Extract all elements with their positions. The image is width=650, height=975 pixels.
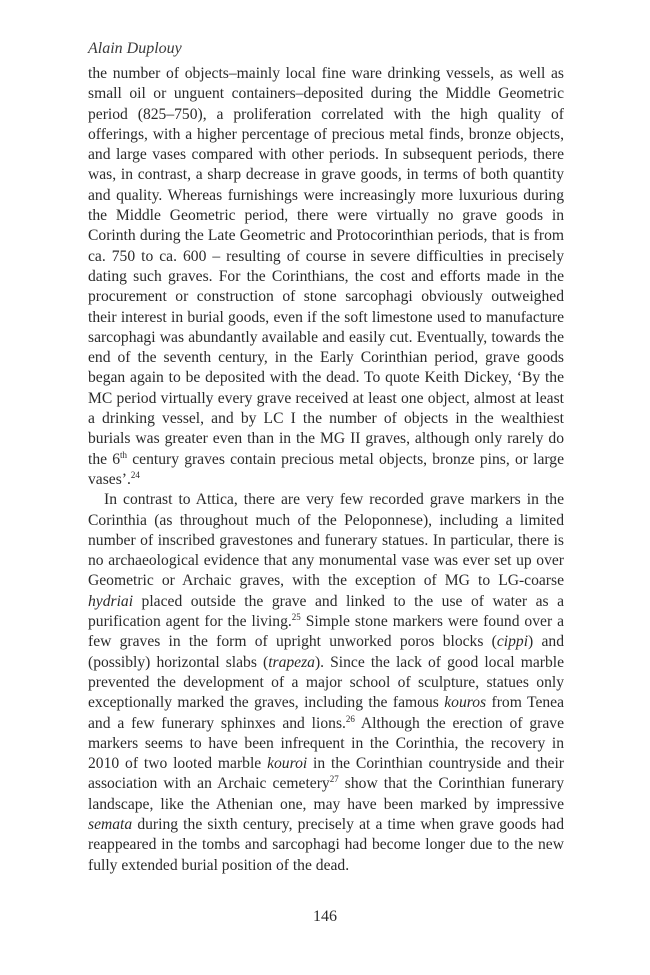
italic-term: kouroi: [267, 755, 308, 773]
running-header-author: Alain Duplouy: [88, 40, 182, 57]
body-text: [88, 64, 564, 876]
footnote-ref: 24: [130, 469, 140, 480]
footnote-ref: 26: [345, 713, 355, 724]
italic-term: semata: [88, 815, 133, 833]
text-run: Although the erection of grave markers seems to have been infrequent in the Corinthia, the recovery in 2010 of two looted marble: [88, 714, 564, 773]
text-run: in the Corinthian countryside and their association with an Archaic cemetery: [88, 755, 564, 793]
text-run: ). Since the lack of good local marble prevented the development of a major school of sculpture, statues only exceptionally marked the graves, including the famous: [88, 653, 564, 712]
text-run: ) and (possibly) horizontal slabs (: [88, 633, 564, 671]
footnote-ref: 25: [291, 611, 301, 622]
text-run: Simple stone markers were found over a few graves in the form of upright unworked poros blocks (: [88, 613, 564, 651]
italic-term: trapeza: [268, 653, 315, 671]
text-run: from Tenea and a few funerary sphinxes and lions.: [88, 694, 565, 732]
italic-term: kouros: [444, 694, 487, 712]
text-run: show that the Corinthian funerary landscape, like the Athenian one, may have been marked by impressive: [88, 775, 564, 813]
page-number: 146: [313, 908, 337, 925]
text-run: placed outside the grave and linked to the use of water as a purification agent for the living.: [88, 592, 564, 631]
italic-term: hydriai: [88, 592, 134, 610]
text-run: during the sixth century, precisely at a time when grave goods had reappeared in the tombs and sarcophagi had become longer due to the new fully extended burial position of the dead.: [88, 815, 564, 874]
italic-term: cippi: [496, 633, 529, 651]
text-run: century graves contain precious metal objects, bronze pins, or large vases’.: [88, 450, 565, 488]
footnote-ref: 27: [329, 774, 339, 785]
footnote-ref: th: [120, 449, 128, 460]
body-paragraph: [88, 64, 564, 490]
body-paragraph: [88, 490, 564, 876]
text-run: the number of objects–mainly local fine ware drinking vessels, as well as small oil or unguent containers–deposited during the Middle Geometric period (825–750), a proliferation correlated with the high quality of offerings, with a higher percentage of precious metal finds, bronze objects, and large vases compared with other periods. In subsequent periods, there was, in contrast, a sharp decrease in grave goods, in terms of both quantity and quality. Whereas furnishings were increasingly more luxurious during the Middle Geometric period, there were virtually no grave goods in Corinth during the Late Geometric and Protocorinthian periods, that is from ca. 750 to ca. 600 – resulting of course in severe difficulties in precisely dating such graves. For the Corinthians, the cost and efforts made in the procurement or construction of stone sarcophagi obviously outweighed their interest in burial goods, even if the soft limestone used to manufacture sarcophagi was abundantly available and easily cut. Eventually, towards the end of the seventh century, in the Early Corinthian period, grave goods began again to be deposited with the dead. To quote Keith Dickey, ‘By the MC period virtually every grave received at least one object, almost at least a drinking vessel, and by LC I the number of objects in the wealthiest burials was greater even than in the MG II graves, although only rarely do the 6: [88, 65, 564, 468]
text-run: In contrast to Attica, there are very few recorded grave markers in the Corinthia (as throughout much of the Peloponnese), including a limited number of inscribed gravestones and funerary statues. In particular, there is no archaeological evidence that any monumental vase was ever set up over Geometric or Archaic graves, with the exception of MG to LG-coarse: [88, 491, 564, 590]
